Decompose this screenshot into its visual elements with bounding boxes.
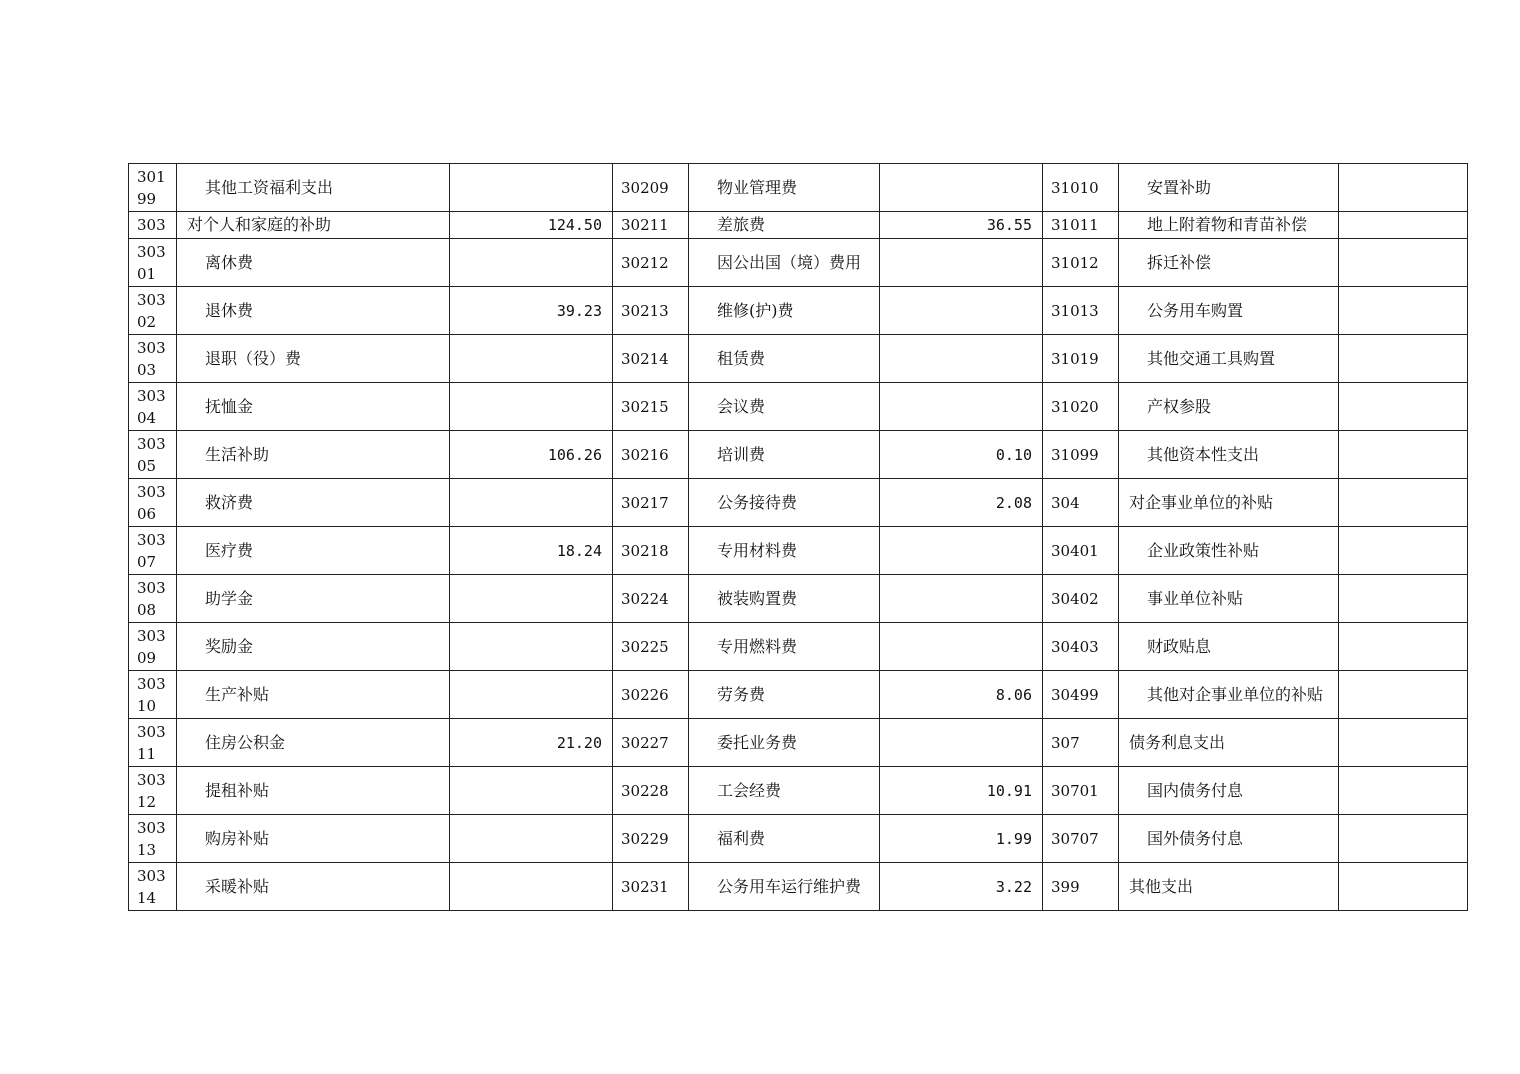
amount-cell: 18.24 [450, 527, 613, 575]
subject-code-cell: 304 [1043, 479, 1119, 527]
table-row [129, 479, 1468, 527]
amount-cell [880, 719, 1043, 767]
subject-name-cell: 租赁费 [689, 335, 880, 383]
amount-cell [1339, 719, 1468, 767]
subject-name-cell: 其他交通工具购置 [1119, 335, 1339, 383]
table-row [129, 383, 1468, 431]
amount-cell [1339, 239, 1468, 287]
subject-name-cell: 公务用车运行维护费 [689, 863, 880, 911]
subject-code-cell: 31012 [1043, 239, 1119, 287]
amount-cell [1339, 335, 1468, 383]
subject-code-cell: 30302 [129, 287, 177, 335]
subject-code-cell: 30307 [129, 527, 177, 575]
amount-cell [1339, 164, 1468, 212]
table-row [129, 527, 1468, 575]
table-row [129, 212, 1468, 239]
subject-name-cell: 产权参股 [1119, 383, 1339, 431]
amount-cell [880, 164, 1043, 212]
subject-code-cell: 30309 [129, 623, 177, 671]
subject-name-cell: 拆迁补偿 [1119, 239, 1339, 287]
amount-cell [880, 623, 1043, 671]
subject-code-cell: 31019 [1043, 335, 1119, 383]
amount-cell [1339, 575, 1468, 623]
subject-code-cell: 30304 [129, 383, 177, 431]
subject-name-cell: 企业政策性补贴 [1119, 527, 1339, 575]
amount-cell [1339, 863, 1468, 911]
table-body [129, 164, 1468, 911]
budget-expenditure-table [128, 163, 1468, 911]
subject-code-cell: 30218 [613, 527, 689, 575]
subject-name-cell: 公务接待费 [689, 479, 880, 527]
amount-cell [450, 863, 613, 911]
subject-name-cell: 其他工资福利支出 [177, 164, 450, 212]
subject-name-cell: 退休费 [177, 287, 450, 335]
subject-code-cell: 30311 [129, 719, 177, 767]
subject-code-cell: 31013 [1043, 287, 1119, 335]
subject-name-cell: 提租补贴 [177, 767, 450, 815]
subject-name-cell: 被装购置费 [689, 575, 880, 623]
amount-cell [450, 164, 613, 212]
amount-cell: 106.26 [450, 431, 613, 479]
subject-code-cell: 30401 [1043, 527, 1119, 575]
subject-code-cell: 31020 [1043, 383, 1119, 431]
subject-name-cell: 专用材料费 [689, 527, 880, 575]
subject-code-cell: 30314 [129, 863, 177, 911]
subject-code-cell: 30216 [613, 431, 689, 479]
table-row [129, 623, 1468, 671]
subject-code-cell: 30213 [613, 287, 689, 335]
subject-name-cell: 工会经费 [689, 767, 880, 815]
amount-cell [880, 239, 1043, 287]
amount-cell [1339, 767, 1468, 815]
subject-name-cell: 退职（役）费 [177, 335, 450, 383]
table-row [129, 767, 1468, 815]
subject-code-cell: 30308 [129, 575, 177, 623]
subject-name-cell: 救济费 [177, 479, 450, 527]
subject-code-cell: 30701 [1043, 767, 1119, 815]
amount-cell [450, 479, 613, 527]
amount-cell [450, 623, 613, 671]
subject-code-cell: 30229 [613, 815, 689, 863]
subject-code-cell: 307 [1043, 719, 1119, 767]
amount-cell: 8.06 [880, 671, 1043, 719]
subject-code-cell: 399 [1043, 863, 1119, 911]
subject-code-cell: 30301 [129, 239, 177, 287]
amount-cell [1339, 527, 1468, 575]
subject-name-cell: 国内债务付息 [1119, 767, 1339, 815]
amount-cell: 2.08 [880, 479, 1043, 527]
subject-name-cell: 对个人和家庭的补助 [177, 212, 450, 239]
table-row [129, 719, 1468, 767]
subject-code-cell: 31011 [1043, 212, 1119, 239]
amount-cell [1339, 623, 1468, 671]
subject-name-cell: 住房公积金 [177, 719, 450, 767]
amount-cell [1339, 287, 1468, 335]
subject-code-cell: 30224 [613, 575, 689, 623]
amount-cell [450, 239, 613, 287]
subject-name-cell: 其他资本性支出 [1119, 431, 1339, 479]
amount-cell [880, 383, 1043, 431]
amount-cell [1339, 479, 1468, 527]
subject-name-cell: 离休费 [177, 239, 450, 287]
amount-cell [1339, 383, 1468, 431]
subject-code-cell: 30306 [129, 479, 177, 527]
subject-code-cell: 30312 [129, 767, 177, 815]
subject-name-cell: 地上附着物和青苗补偿 [1119, 212, 1339, 239]
subject-code-cell: 30226 [613, 671, 689, 719]
amount-cell: 3.22 [880, 863, 1043, 911]
subject-name-cell: 事业单位补贴 [1119, 575, 1339, 623]
amount-cell: 0.10 [880, 431, 1043, 479]
amount-cell [880, 287, 1043, 335]
subject-name-cell: 财政贴息 [1119, 623, 1339, 671]
amount-cell: 39.23 [450, 287, 613, 335]
amount-cell: 21.20 [450, 719, 613, 767]
subject-name-cell: 因公出国（境）费用 [689, 239, 880, 287]
subject-code-cell: 30231 [613, 863, 689, 911]
amount-cell [880, 335, 1043, 383]
amount-cell: 36.55 [880, 212, 1043, 239]
subject-code-cell: 30310 [129, 671, 177, 719]
subject-name-cell: 培训费 [689, 431, 880, 479]
subject-name-cell: 其他对企事业单位的补贴 [1119, 671, 1339, 719]
subject-code-cell: 30228 [613, 767, 689, 815]
amount-cell: 10.91 [880, 767, 1043, 815]
subject-name-cell: 国外债务付息 [1119, 815, 1339, 863]
table-row [129, 671, 1468, 719]
subject-code-cell: 30227 [613, 719, 689, 767]
subject-name-cell: 对企事业单位的补贴 [1119, 479, 1339, 527]
subject-name-cell: 抚恤金 [177, 383, 450, 431]
amount-cell [1339, 671, 1468, 719]
table-row [129, 815, 1468, 863]
subject-code-cell: 30211 [613, 212, 689, 239]
subject-code-cell: 30403 [1043, 623, 1119, 671]
table-row [129, 287, 1468, 335]
table-row [129, 335, 1468, 383]
subject-code-cell: 30225 [613, 623, 689, 671]
amount-cell [880, 527, 1043, 575]
subject-name-cell: 医疗费 [177, 527, 450, 575]
subject-code-cell: 30209 [613, 164, 689, 212]
subject-name-cell: 公务用车购置 [1119, 287, 1339, 335]
table-row [129, 164, 1468, 212]
amount-cell [450, 335, 613, 383]
subject-name-cell: 物业管理费 [689, 164, 880, 212]
amount-cell [1339, 431, 1468, 479]
amount-cell: 124.50 [450, 212, 613, 239]
amount-cell [880, 575, 1043, 623]
subject-name-cell: 采暖补贴 [177, 863, 450, 911]
subject-code-cell: 30215 [613, 383, 689, 431]
amount-cell [450, 767, 613, 815]
subject-name-cell: 劳务费 [689, 671, 880, 719]
subject-name-cell: 维修(护)费 [689, 287, 880, 335]
subject-name-cell: 其他支出 [1119, 863, 1339, 911]
subject-name-cell: 奖励金 [177, 623, 450, 671]
subject-code-cell: 30499 [1043, 671, 1119, 719]
subject-name-cell: 差旅费 [689, 212, 880, 239]
subject-code-cell: 31099 [1043, 431, 1119, 479]
amount-cell [1339, 212, 1468, 239]
table-row [129, 575, 1468, 623]
subject-code-cell: 303 [129, 212, 177, 239]
subject-code-cell: 30303 [129, 335, 177, 383]
subject-code-cell: 30199 [129, 164, 177, 212]
amount-cell: 1.99 [880, 815, 1043, 863]
subject-name-cell: 生活补助 [177, 431, 450, 479]
subject-code-cell: 30217 [613, 479, 689, 527]
subject-name-cell: 会议费 [689, 383, 880, 431]
subject-code-cell: 30313 [129, 815, 177, 863]
subject-name-cell: 专用燃料费 [689, 623, 880, 671]
subject-code-cell: 30305 [129, 431, 177, 479]
amount-cell [450, 671, 613, 719]
table-row [129, 431, 1468, 479]
subject-name-cell: 安置补助 [1119, 164, 1339, 212]
subject-name-cell: 债务利息支出 [1119, 719, 1339, 767]
subject-code-cell: 31010 [1043, 164, 1119, 212]
subject-code-cell: 30402 [1043, 575, 1119, 623]
amount-cell [450, 383, 613, 431]
table-row [129, 863, 1468, 911]
table-row [129, 239, 1468, 287]
subject-name-cell: 福利费 [689, 815, 880, 863]
subject-code-cell: 30214 [613, 335, 689, 383]
subject-name-cell: 助学金 [177, 575, 450, 623]
subject-name-cell: 生产补贴 [177, 671, 450, 719]
subject-code-cell: 30707 [1043, 815, 1119, 863]
subject-code-cell: 30212 [613, 239, 689, 287]
amount-cell [1339, 815, 1468, 863]
amount-cell [450, 815, 613, 863]
amount-cell [450, 575, 613, 623]
subject-name-cell: 购房补贴 [177, 815, 450, 863]
subject-name-cell: 委托业务费 [689, 719, 880, 767]
